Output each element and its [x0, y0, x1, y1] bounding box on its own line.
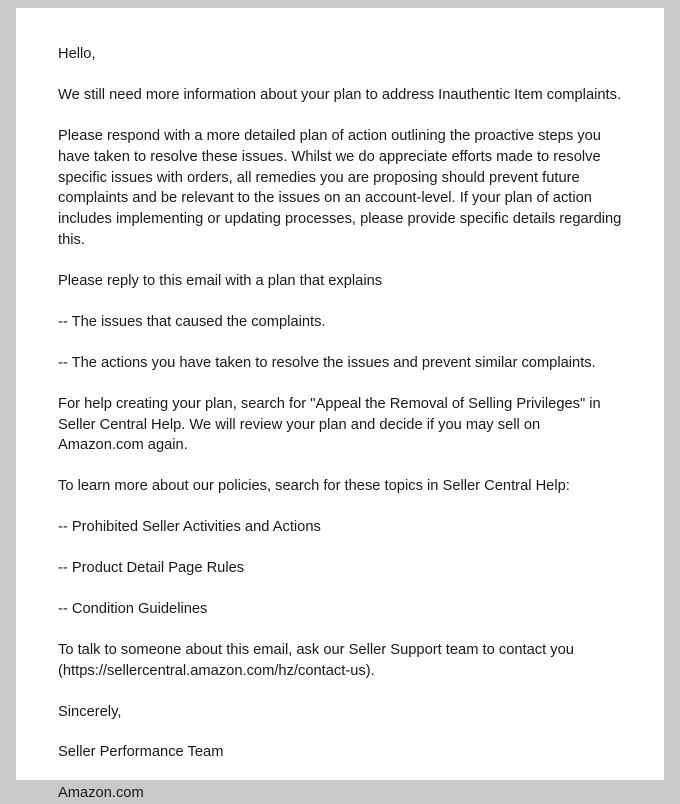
list-item-issues-caused: -- The issues that caused the complaints.	[58, 313, 326, 330]
paragraph-reply-instruction: Please reply to this email with a plan that explains	[58, 273, 383, 289]
email-body	[58, 44, 626, 804]
paragraph-detailed-plan-request: Please respond with a more detailed plan of action outlining the proactive steps you have taken to resolve these issues. Whilst we do appreciate efforts made to resolve specific issues with orders, all remedies you are proposing should prevent future complaints and be relevant to the issues on an account-level. If your plan of action includes implementing or updating processes, please provide specific details regarding this.	[58, 127, 626, 249]
paragraph-contact-support: To talk to someone about this email, ask our Seller Support team to contact you (https://sellercentral.amazon.com/hz/contact-us).	[58, 641, 579, 679]
list-item-condition-guidelines: -- Condition Guidelines	[58, 600, 208, 617]
list-item-product-detail-rules: -- Product Detail Page Rules	[58, 560, 245, 576]
signature-team: Seller Performance Team	[58, 744, 224, 761]
signature-company: Amazon.com	[58, 785, 144, 802]
paragraph-need-more-info: We still need more information about your plan to address Inauthentic Item complaints.	[58, 86, 622, 103]
list-item-actions-taken: -- The actions you have taken to resolve the issues and prevent similar complaints.	[58, 354, 596, 371]
paragraph-policies-intro: To learn more about our policies, search for these topics in Seller Central Help:	[58, 478, 570, 495]
paragraph-greeting: Hello,	[58, 46, 96, 62]
signoff-sincerely: Sincerely,	[58, 703, 122, 720]
list-item-prohibited-activities: -- Prohibited Seller Activities and Actions	[58, 519, 321, 536]
document-page	[16, 8, 664, 802]
paragraph-help-creating-plan: For help creating your plan, search for "Appeal the Removal of Selling Privileges" in Seller Central Help. We will review your plan and decide if you may sell on Amazon.com again.	[58, 395, 605, 454]
